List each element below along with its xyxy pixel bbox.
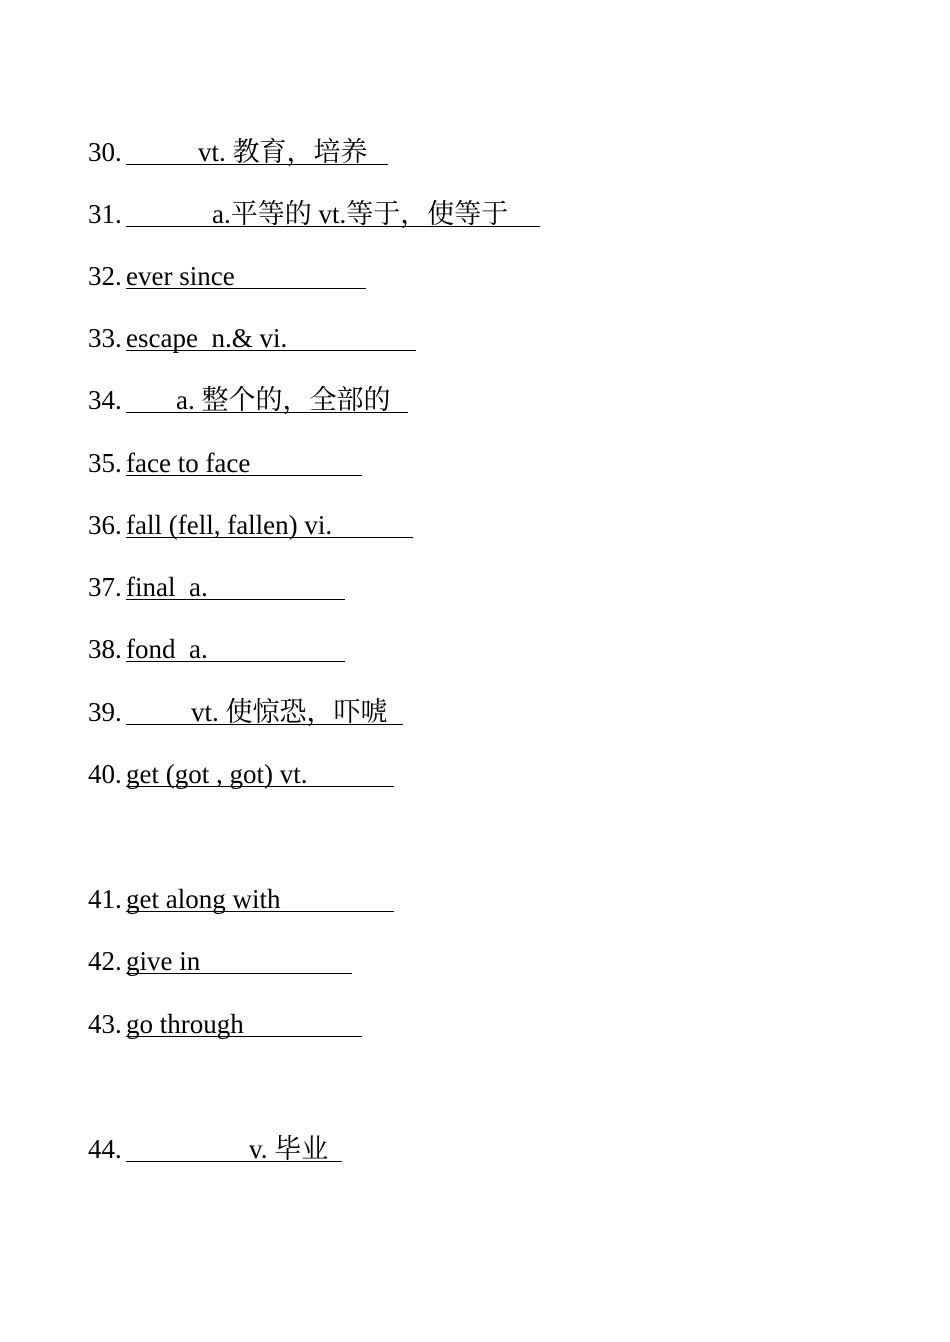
answer-blank[interactable] [126, 197, 540, 227]
item-text: v. 毕业 [249, 1134, 329, 1164]
item-text: final a. [126, 572, 208, 602]
item-number: 40. [88, 759, 122, 789]
item-number: 38. [88, 634, 122, 664]
answer-blank[interactable] [126, 383, 408, 413]
list-item [88, 944, 352, 978]
item-text: a.平等的 vt.等于，使等于 [212, 199, 509, 229]
item-text: vt. 教育，培养 [198, 137, 368, 167]
item-number: 37. [88, 572, 122, 602]
list-item [88, 321, 416, 355]
item-text: get along with [126, 884, 281, 914]
answer-blank[interactable] [126, 508, 413, 538]
answer-blank[interactable] [126, 757, 394, 787]
item-text: go through [126, 1009, 244, 1039]
list-item [88, 695, 403, 729]
item-text: give in [126, 946, 201, 976]
answer-blank[interactable] [126, 135, 388, 165]
item-number: 44. [88, 1134, 122, 1164]
item-number: 35. [88, 448, 122, 478]
item-text: escape n.& vi. [126, 323, 288, 353]
answer-blank[interactable] [126, 1132, 342, 1162]
list-item [88, 1132, 342, 1166]
answer-blank[interactable] [126, 1007, 362, 1037]
item-number: 32. [88, 261, 122, 291]
answer-blank[interactable] [126, 944, 352, 974]
item-number: 43. [88, 1009, 122, 1039]
answer-blank[interactable] [126, 632, 345, 662]
list-item [88, 508, 413, 542]
item-text: a. 整个的，全部的 [176, 385, 391, 415]
item-number: 30. [88, 137, 122, 167]
list-item [88, 383, 408, 417]
item-text: face to face [126, 448, 251, 478]
list-item [88, 446, 362, 480]
list-item [88, 135, 388, 169]
item-number: 33. [88, 323, 122, 353]
answer-blank[interactable] [126, 321, 416, 351]
list-item [88, 259, 366, 293]
answer-blank[interactable] [126, 259, 366, 289]
item-number: 39. [88, 697, 122, 727]
item-text: ever since [126, 261, 235, 291]
answer-blank[interactable] [126, 446, 362, 476]
list-item [88, 1007, 362, 1041]
list-item [88, 757, 394, 791]
item-number: 42. [88, 946, 122, 976]
item-number: 34. [88, 385, 122, 415]
item-text: get (got , got) vt. [126, 759, 308, 789]
item-number: 36. [88, 510, 122, 540]
list-item [88, 197, 540, 231]
answer-blank[interactable] [126, 882, 394, 912]
item-text: fall (fell, fallen) vi. [126, 510, 333, 540]
item-number: 41. [88, 884, 122, 914]
list-item [88, 632, 345, 666]
item-text: fond a. [126, 634, 208, 664]
item-number: 31. [88, 199, 122, 229]
item-text: vt. 使惊恐，吓唬 [191, 697, 388, 727]
list-item [88, 882, 394, 916]
answer-blank[interactable] [126, 695, 403, 725]
answer-blank[interactable] [126, 570, 345, 600]
list-item [88, 570, 345, 604]
